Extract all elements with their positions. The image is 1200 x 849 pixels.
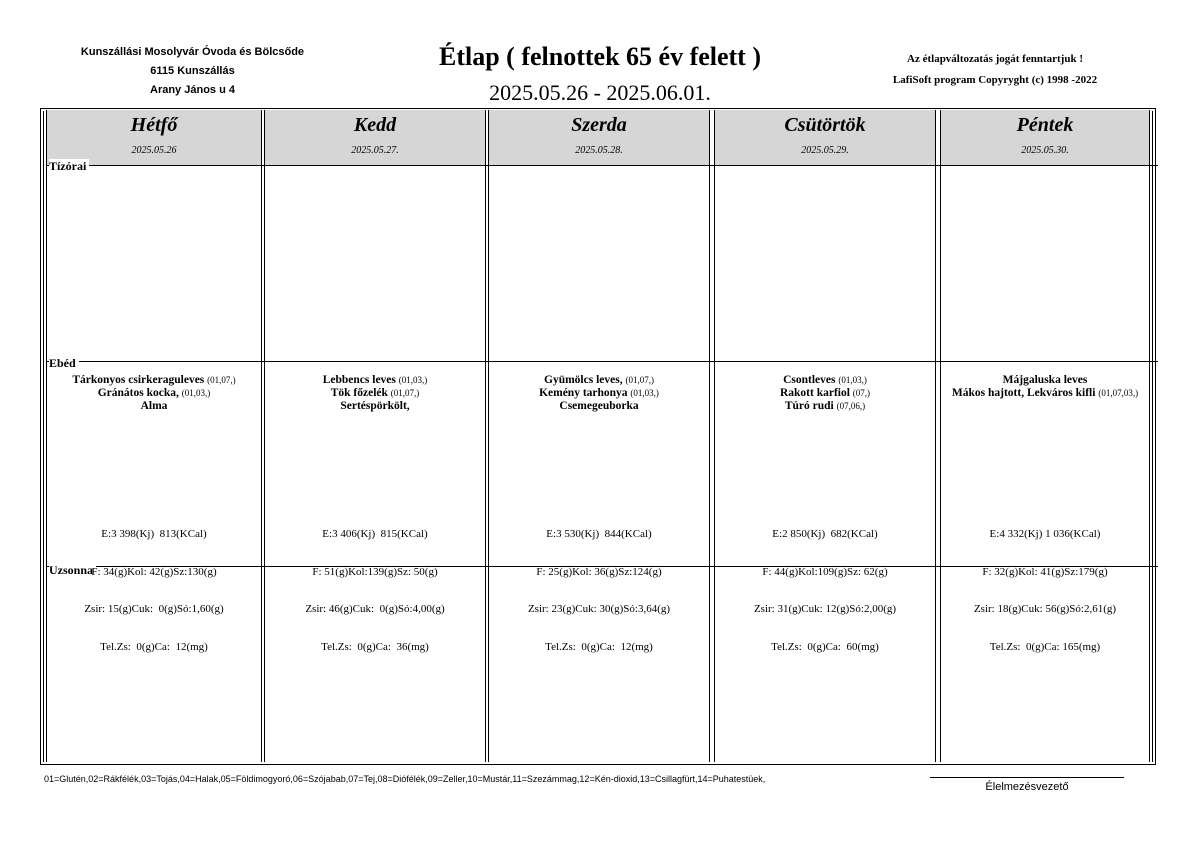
day-name: Kedd: [353, 114, 397, 136]
change-notice: Az étlapváltozatás jogát fenntartjuk !: [907, 53, 1083, 65]
nutrition-friday: [942, 503, 1148, 666]
org-name: Kunszállási Mosolyvár Óvoda és Bölcsőde: [80, 46, 305, 58]
lunch-menu-friday: [942, 374, 1148, 400]
menu-item: [266, 400, 484, 413]
nutrition-energy: E:3 398(Kj) 813(KCal): [101, 528, 207, 540]
dish-name: Túró rudi: [784, 400, 837, 412]
nutrition-macros: F: 44(g)Kol:109(g)Sz: 62(g): [762, 565, 888, 578]
day-date: 2025.05.30.: [1021, 145, 1069, 156]
day-header: [941, 110, 1149, 166]
allergen-codes: (01,03,): [181, 388, 211, 398]
allergen-codes: (01,07,): [207, 375, 236, 385]
signature-label: Élelmezésvezető: [985, 781, 1069, 793]
date-range: 2025.05.26 - 2025.06.01.: [489, 80, 711, 105]
lunch-menu-tuesday: [266, 374, 484, 413]
dish-name: Sertéspörkölt,: [340, 400, 410, 412]
day-header: [715, 110, 935, 166]
nutrition-macros: F: 25(g)Kol: 36(g)Sz:124(g): [536, 565, 662, 578]
section-divider-tizorai: [46, 165, 1158, 166]
menu-item: [48, 374, 260, 387]
allergen-codes: (01,03,): [630, 388, 659, 398]
section-label-tizorai: Tízórai: [49, 159, 89, 174]
org-postcode-city: 6115 Kunszállás: [150, 65, 235, 77]
organization-block: [70, 43, 315, 100]
day-header: [489, 110, 709, 166]
page-title: Étlap ( felnottek 65 év felett ): [438, 42, 762, 71]
nutrition-fat-sugar-salt: Zsir: 15(g)Cuk: 0(g)Só:1,60(g): [84, 603, 224, 615]
day-name: Hétfő: [130, 114, 178, 136]
nutrition-macros: F: 34(g)Kol: 42(g)Sz:130(g): [91, 565, 217, 578]
allergen-codes: (07,): [852, 388, 871, 398]
allergen-codes: (01,07,): [625, 375, 654, 385]
menu-item: [266, 387, 484, 400]
day-header: [47, 110, 261, 166]
day-header: [265, 110, 485, 166]
nutrition-thursday: [716, 503, 934, 666]
nutrition-energy: E:2 850(Kj) 682(KCal): [772, 528, 878, 540]
dish-name: Tárkonyos csirkeraguleves: [72, 374, 208, 386]
menu-item: [490, 374, 708, 387]
dish-name: Májgaluska leves: [1002, 374, 1088, 386]
lunch-menu-thursday: [716, 374, 934, 413]
dish-name: Kemény tarhonya: [539, 387, 631, 399]
day-date: 2025.05.26: [131, 145, 177, 156]
allergen-codes: (01,07,03,): [1098, 388, 1139, 398]
day-name: Péntek: [1016, 114, 1074, 136]
nutrition-fat-sugar-salt: Zsir: 46(g)Cuk: 0(g)Só:4,00(g): [305, 603, 445, 615]
section-label-ebed: Ebéd: [49, 356, 79, 371]
org-address: Arany János u 4: [150, 84, 235, 96]
allergen-codes: (01,03,): [838, 375, 867, 385]
nutrition-fat-sugar-salt: Zsir: 18(g)Cuk: 56(g)Só:2,61(g): [973, 603, 1117, 615]
menu-item: [716, 374, 934, 387]
menu-item: [716, 400, 934, 413]
section-label-uzsonna: Uzsonna: [49, 563, 96, 578]
lunch-menu-monday: [48, 374, 260, 413]
nutrition-tuesday: [266, 503, 484, 666]
nutrition-monday: [48, 503, 260, 666]
allergen-codes: (01,07,): [390, 388, 420, 398]
nutrition-fat-sugar-salt: Zsir: 31(g)Cuk: 12(g)Só:2,00(g): [753, 603, 897, 615]
nutrition-energy: E:4 332(Kj) 1 036(KCal): [989, 528, 1101, 540]
allergen-codes: (01,03,): [398, 375, 428, 385]
menu-item: [490, 400, 708, 413]
dish-name: Tök főzelék: [330, 387, 391, 399]
menu-item: [490, 387, 708, 400]
menu-item: [942, 387, 1148, 400]
dish-name: Mákos hajtott, Lekváros kifli: [951, 387, 1099, 399]
copyright: LafiSoft program Copyryght (c) 1998 -2022: [892, 74, 1098, 86]
dish-name: Alma: [140, 400, 168, 412]
dish-name: Csemegeuborka: [559, 400, 639, 412]
nutrition-satfat-calcium: Tel.Zs: 0(g)Ca: 12(mg): [545, 640, 653, 653]
nutrition-satfat-calcium: Tel.Zs: 0(g)Ca: 60(mg): [771, 640, 879, 653]
allergen-legend: 01=Glutén,02=Rákfélék,03=Tojás,04=Halak,05=Földimogyoró,06=Szójabab,07=Tej,08=Diófélék,09=Zeller,10=Mustár,11=Szezámmag,12=Kén-dioxid,13=Csillagfürt,14=Puhatestüek,: [44, 774, 766, 784]
menu-item: [266, 374, 484, 387]
nutrition-macros: F: 51(g)Kol:139(g)Sz: 50(g): [312, 565, 438, 578]
menu-item: [48, 400, 260, 413]
day-date: 2025.05.28.: [575, 145, 623, 156]
dish-name: Lebbencs leves: [322, 374, 399, 386]
allergen-codes: (07,06,): [836, 401, 866, 411]
day-date: 2025.05.29.: [801, 145, 849, 156]
nutrition-fat-sugar-salt: Zsir: 23(g)Cuk: 30(g)Só:3,64(g): [527, 603, 671, 615]
nutrition-energy: E:3 406(Kj) 815(KCal): [322, 528, 428, 540]
nutrition-satfat-calcium: Tel.Zs: 0(g)Ca: 12(mg): [100, 640, 208, 653]
nutrition-energy: E:3 530(Kj) 844(KCal): [546, 528, 652, 540]
dish-name: Gránátos kocka,: [97, 387, 182, 399]
signature-line: [930, 777, 1124, 778]
day-name: Szerda: [571, 114, 627, 136]
day-name: Csütörtök: [784, 114, 866, 136]
nutrition-satfat-calcium: Tel.Zs: 0(g)Ca: 36(mg): [321, 640, 429, 653]
menu-item: [716, 387, 934, 400]
dish-name: Rakott karfiol: [779, 387, 853, 399]
notice-block: [860, 49, 1130, 91]
nutrition-satfat-calcium: Tel.Zs: 0(g)Ca: 165(mg): [989, 640, 1101, 653]
section-divider-ebed: [46, 361, 1158, 362]
day-date: 2025.05.27.: [351, 145, 399, 156]
nutrition-macros: F: 32(g)Kol: 41(g)Sz:179(g): [982, 565, 1108, 578]
lunch-menu-wednesday: [490, 374, 708, 413]
dish-name: Gyümölcs leves,: [544, 374, 626, 386]
dish-name: Csontleves: [783, 374, 839, 386]
menu-item: [942, 374, 1148, 387]
menu-item: [48, 387, 260, 400]
nutrition-wednesday: [490, 503, 708, 666]
